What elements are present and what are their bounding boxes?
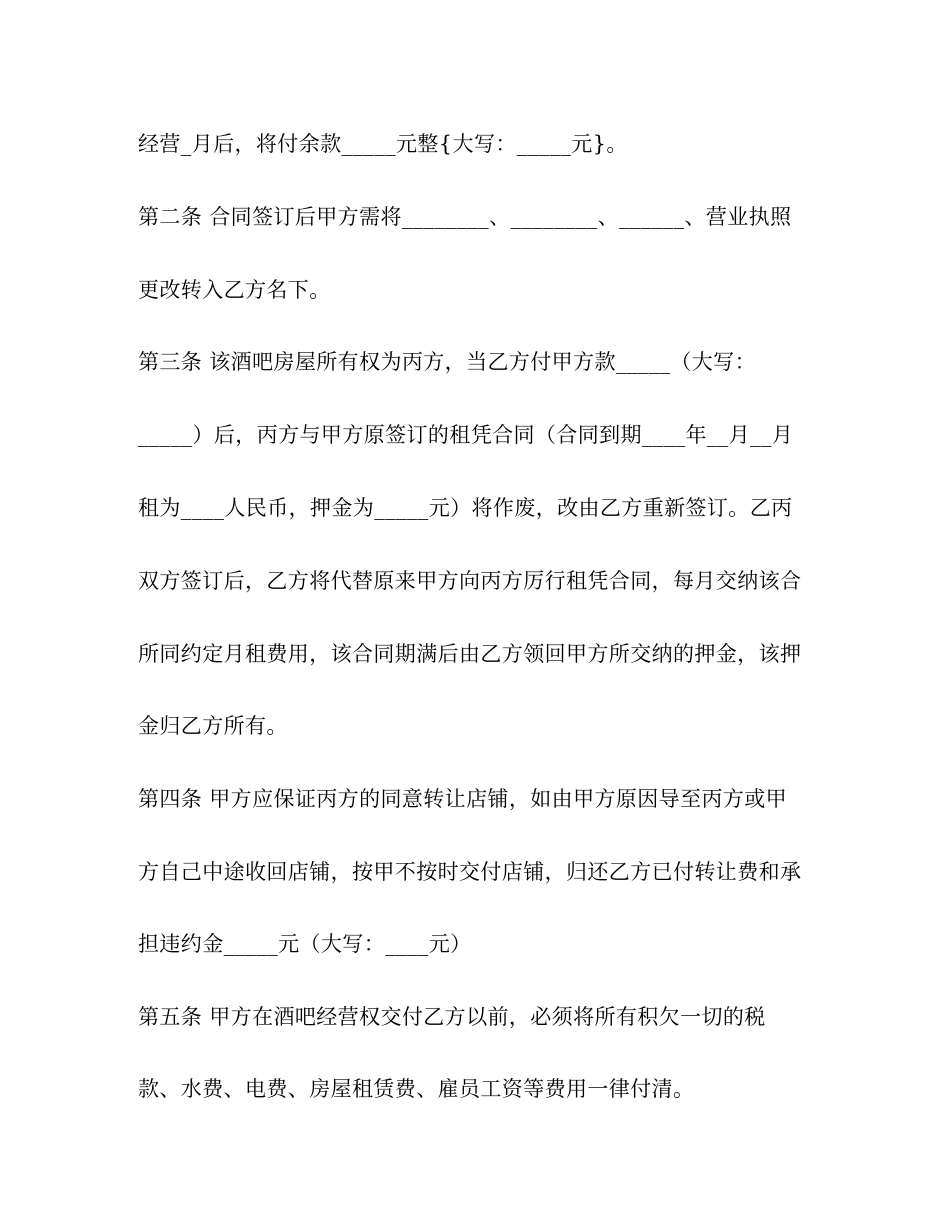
text-line: 第三条 该酒吧房屋所有权为丙方，当乙方付甲方款_____（大写：	[138, 350, 756, 374]
text-line: 第四条 甲方应保证丙方的同意转让店铺，如由甲方原因导至丙方或甲	[138, 787, 788, 811]
text-line: 款、水费、电费、房屋租赁费、雇员工资等费用一律付清。	[138, 1077, 695, 1101]
text-line: 更改转入乙方名下。	[138, 278, 331, 302]
text-line: 金归乙方所有。	[138, 714, 288, 738]
text-line: 担违约金_____元（大写：____元）	[138, 932, 472, 956]
text-line: 双方签订后，乙方将代替原来甲方向丙方厉行租凭合同，每月交纳该合	[138, 569, 802, 593]
text-line: 所同约定月租费用，该合同期满后由乙方领回甲方所交纳的押金，该押	[138, 642, 802, 666]
text-line: _____）后，丙方与甲方原签订的租凭合同（合同到期____年__月__月	[138, 423, 794, 447]
text-line: 第五条 甲方在酒吧经营权交付乙方以前，必须将所有积欠一切的税	[138, 1005, 766, 1029]
text-line: 方自己中途收回店铺，按甲不按时交付店铺，归还乙方已付转让费和承	[138, 860, 802, 884]
text-line: 第二条 合同签订后甲方需将________、________、______、营业执照	[138, 205, 792, 229]
text-line: 经营_月后，将付余款_____元整{大写：_____元}。	[138, 132, 628, 156]
text-line: 租为____人民币，押金为_____元）将作废，改由乙方重新签订。乙丙	[138, 496, 793, 520]
